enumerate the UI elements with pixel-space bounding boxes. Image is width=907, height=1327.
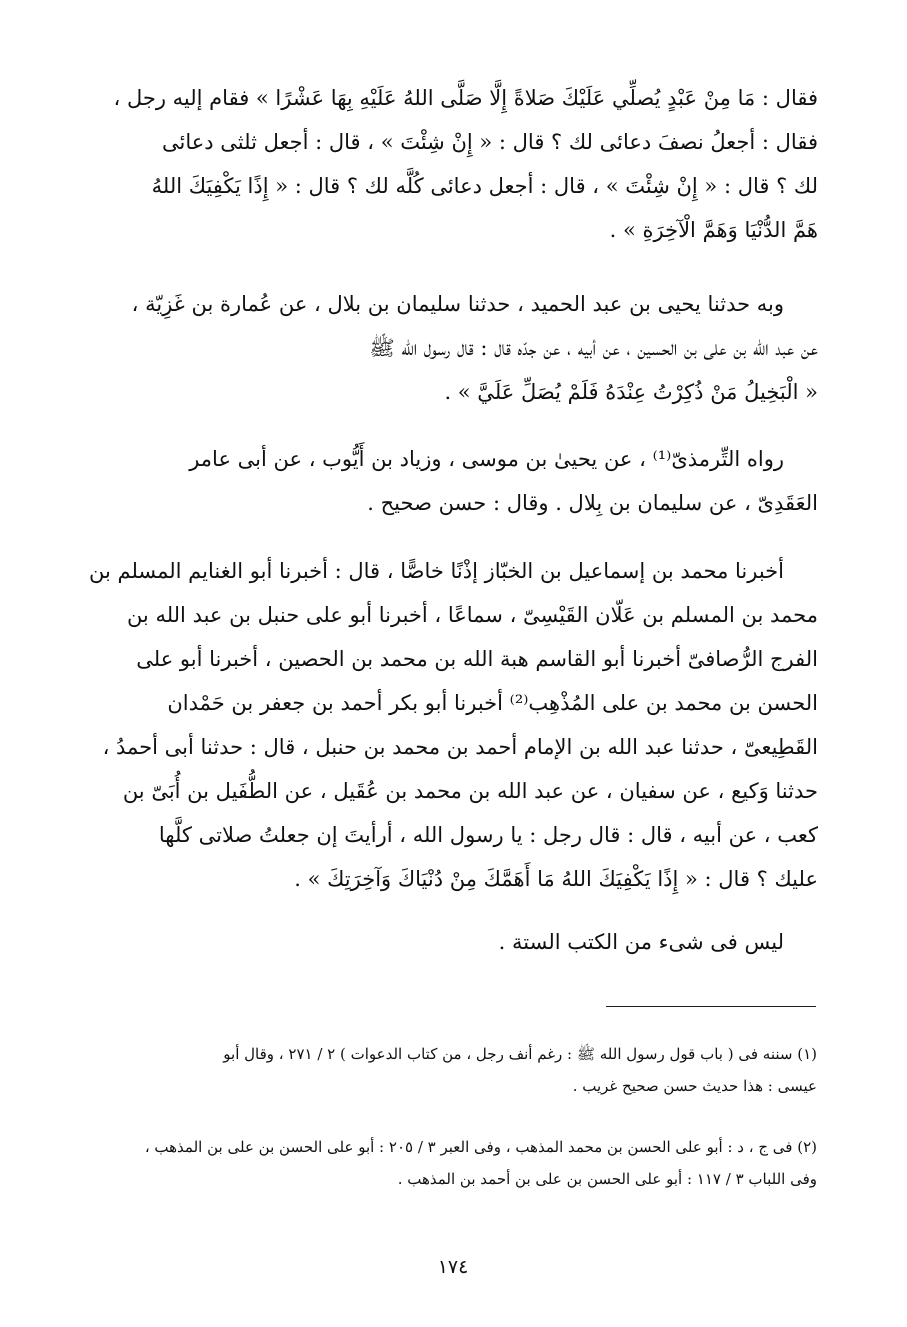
footnote-line: وفى اللباب ٣ / ١١٧ : أبو على الحسن بن على بن أحمد بن المذهب . bbox=[397, 1170, 817, 1188]
paragraph-5 bbox=[88, 920, 818, 964]
text-line: فقال : مَا مِنْ عَبْدٍ يُصلِّي عَلَيْكَ صَلاةً إِلَّا صَلَّى اللهُ عَلَيْهِ بِهَا عَشْرًا » فقام إليه رجل ، bbox=[113, 86, 818, 110]
text-line: ليس فى شىء من الكتب الستة . bbox=[498, 930, 784, 954]
paragraph-4 bbox=[88, 549, 818, 901]
text-line: أخبرنا محمد بن إسماعيل بن الخبّاز إذْنًا خاصًّا ، قال : أخبرنا أبو الغنايم المسلم بن bbox=[88, 559, 784, 583]
footnote-line: (٢) فى ج ، د : أبو على الحسن بن محمد المذهب ، وفى العبر ٣ / ٢٠٥ : أبو على الحسن بن على بن المذهب ، bbox=[144, 1138, 817, 1156]
text-line: القَطِيعىّ ، حدثنا عبد الله بن الإمام أحمد بن محمد بن حنبل ، قال : حدثنا أبى أحمدُ ، bbox=[102, 735, 818, 759]
text-line: الحسن بن محمد بن على المُذْهِب⁽²⁾ أخبرنا أبو بكر أحمد بن جعفر بن حَمْدان bbox=[167, 691, 818, 715]
text-line: فقال : أجعلُ نصفَ دعائى لك ؟ قال : « إِنْ شِئْتَ » ، قال : أجعل ثلثى دعائى bbox=[161, 130, 818, 154]
footnote-line: (١) سننه فى ( باب قول رسول الله ﷺ : رغم أنف رجل ، من كتاب الدعوات ) ٢ / ٢٧١ ، وقال أبو bbox=[223, 1045, 817, 1063]
text-line: هَمَّ الدُّنْيَا وَهَمَّ الْآخِرَةِ » . bbox=[609, 218, 818, 242]
paragraph-2 bbox=[88, 282, 818, 414]
text-line: رواه التِّرمذىّ⁽¹⁾ ، عن يحيىٰ بن موسى ، وزياد بن أَيُّوب ، عن أبى عامر bbox=[189, 447, 784, 471]
text-line: العَقَدِىّ ، عن سليمان بن بِلال . وقال : حسن صحيح . bbox=[367, 491, 818, 515]
text-line: الفرج الرُّصافىّ أخبرنا أبو القاسم هبة الله بن محمد بن الحصين ، أخبرنا أبو على bbox=[136, 647, 818, 671]
text-line: وبه حدثنا يحيى بن عبد الحميد ، حدثنا سليمان بن بلال ، عن عُمارة بن غَزِيّة ، bbox=[131, 292, 784, 316]
footnote-2 bbox=[82, 1131, 817, 1195]
text-line: عن عبد الله بن على بن الحسين ، عن أبيه ، عن جدّه قال : قال رسول الله ﷺ bbox=[369, 336, 818, 360]
footnote-line: عيسى : هذا حديث حسن صحيح غريب . bbox=[572, 1077, 817, 1095]
text-line: عليك ؟ قال : « إِذًا يَكْفِيَكَ اللهُ مَا أَهَمَّكَ مِنْ دُنْيَاكَ وَآخِرَتِكَ » . bbox=[294, 867, 818, 891]
text-line: كعب ، عن أبيه ، قال : قال رجل : يا رسول الله ، أرأيتَ إن جعلتُ صلاتى كلَّها bbox=[158, 823, 818, 847]
text-line: « الْبَخِيلُ مَنْ ذُكِرْتُ عِنْدَهُ فَلَمْ يُصَلِّ عَلَيَّ » . bbox=[444, 380, 818, 404]
paragraph-3 bbox=[88, 437, 818, 525]
footnote-separator bbox=[606, 1006, 816, 1007]
page-number: ١٧٤ bbox=[437, 1256, 469, 1278]
footnote-1 bbox=[82, 1038, 817, 1102]
text-line: محمد بن المسلم بن عَلّان القَيْسِىّ ، سماعًا ، أخبرنا أبو على حنبل بن عبد الله بن bbox=[126, 603, 818, 627]
text-line: حدثنا وَكيع ، عن سفيان ، عن عبد الله بن محمد بن عُقَيل ، عن الطُّفَيل بن أُبَىّ بن bbox=[122, 779, 818, 803]
paragraph-1 bbox=[88, 76, 818, 252]
text-line: لك ؟ قال : « إِنْ شِئْتَ » ، قال : أجعل دعائى كُلَّه لك ؟ قال : « إِذًا يَكْفِيَكَ اللهُ bbox=[151, 174, 818, 198]
